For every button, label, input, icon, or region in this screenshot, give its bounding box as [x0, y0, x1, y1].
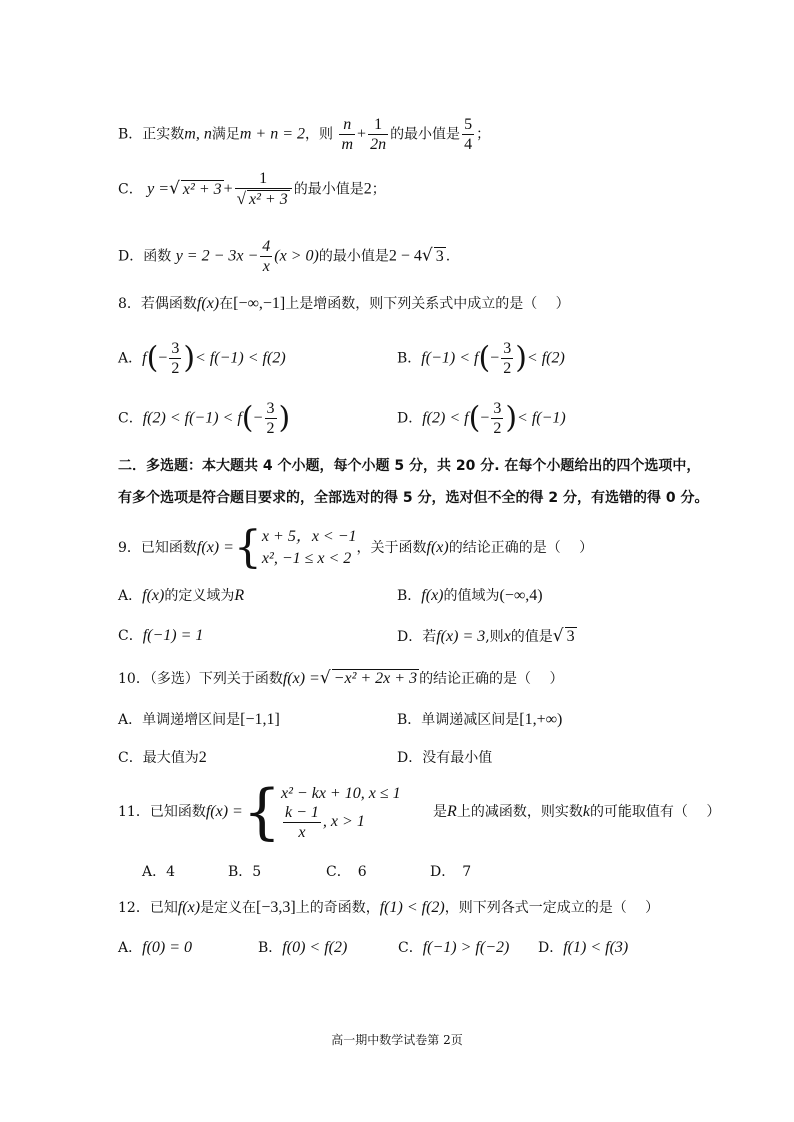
section-2-heading-line-2: 有多个选项是符合题目要求的，全部选对的得 5 分，选对但不全的得 2 分，有选错的得 0 分。 — [118, 490, 709, 506]
q8-option-c: C．f(2) < f(−1) < f(− $\frac{3}{2}$ ) — [118, 400, 291, 437]
q11-options: A．4 B．5 C． 6 D． 7 — [142, 864, 472, 880]
q11-stem: 11．已知函数f(x) ={ x² − kx + 10, x ≤ 1 $\frac{k - 1}{x}$ , x > 1 是R上的减函数，则实数k的可能取值有（ ） — [118, 777, 721, 847]
q10-option-d: D．没有最小值 — [397, 750, 493, 766]
q10-option-b: B．单调递减区间是[1,+∞) — [397, 711, 563, 728]
q9-option-d: D．若f(x) = 3,则x的值是√ 3 — [397, 626, 575, 646]
q9-option-a: A．f(x)的定义域为R — [118, 587, 245, 604]
q8-option-a: A．f(− $\frac{3}{2}$ )< f(−1) < f(2) — [118, 340, 286, 377]
fraction-1-over-sqrt: $\frac{1}{\text{√ x² + 3}}$ — [235, 170, 292, 209]
q8-stem: 8．若偶函数f(x)在[−∞,−1]上是增函数，则下列关系式中成立的是（ ） — [118, 295, 570, 312]
q10-stem: 10．（多选）下列关于函数f(x) =√ −x² + 2x + 3 的结论正确的是（ ） — [118, 668, 564, 688]
fraction-1-over-2n: $\frac{1}{2n}$ — [370, 116, 387, 153]
q7-option-b: B．正实数m, n满足m + n = 2，则 $\frac{n}{m}$ + $\frac{1}{2n}$ 的最小值是 $\frac{5}{4}$ ； — [118, 116, 491, 153]
fraction-4-over-x: $\frac{4}{x}$ — [262, 238, 271, 275]
page-footer: 高一期中数学试卷第 2页 — [331, 1033, 463, 1047]
q7-option-d: D．函数 y = 2 − 3x − $\frac{4}{x}$ (x > 0)的最小值是2 − 4√ 3 . — [118, 238, 451, 275]
fraction-5-over-4: $\frac{5}{4}$ — [464, 116, 473, 153]
q10-option-a: A．单调递增区间是[−1,1] — [118, 711, 280, 728]
q9-stem: 9．已知函数f(x) ={ x + 5，x < −1 x², −1 ≤ x < 2 ，关于函数f(x)的结论正确的是（ ） — [118, 522, 594, 573]
q12-stem: 12．已知f(x)是定义在[−3,3]上的奇函数，f(1) < f(2)，则下列各式一定成立的是（ ） — [118, 899, 660, 916]
q9-option-c: C．f(−1) = 1 — [118, 627, 204, 644]
q7-option-c: C． y =√ x² + 3 + $\frac{1}{\text{√ x² + 3}}$ 的最小值是2； — [118, 170, 386, 208]
q8-option-b: B．f(−1) < f(− $\frac{3}{2}$ )< f(2) — [397, 340, 565, 377]
q9-option-b: B．f(x)的值域为(−∞,4) — [397, 587, 543, 604]
fraction-n-over-m: $\frac{n}{m}$ — [341, 116, 354, 153]
q12-options: A．f(0) = 0 B．f(0) < f(2) C．f(−1) > f(−2) D．f(1) < f(3) — [118, 939, 629, 956]
section-2-heading-line-1: 二．多选题：本大题共 4 个小题，每个小题 5 分，共 20 分. 在每个小题给出的四个选项中， — [118, 458, 701, 474]
q8-option-d: D．f(2) < f(− $\frac{3}{2}$ )< f(−1) — [397, 400, 566, 437]
q10-option-c: C．最大值为2 — [118, 749, 207, 766]
